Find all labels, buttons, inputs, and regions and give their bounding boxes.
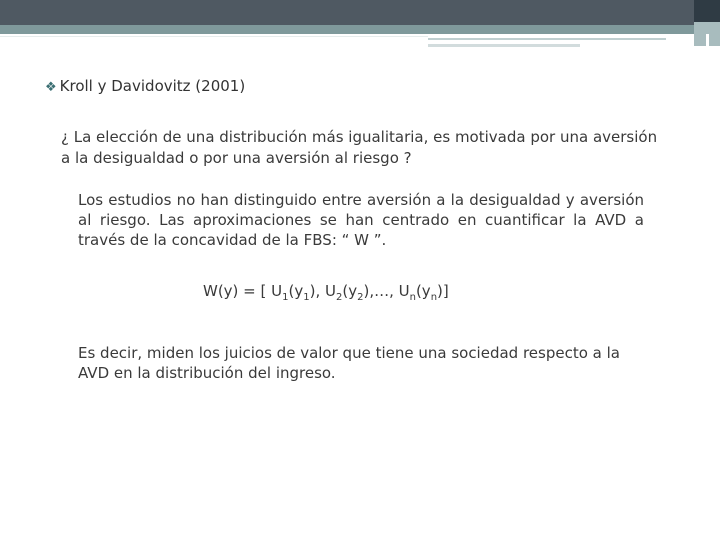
header-rule-1 <box>428 38 666 40</box>
formula-u2: U <box>325 282 336 300</box>
formula-y2-open: (y <box>342 282 358 300</box>
header-band-teal <box>0 25 694 34</box>
diamond-bullet-icon: ❖ <box>45 80 57 95</box>
header-corner-gap <box>706 34 709 48</box>
heading-text: Kroll y Davidovitz (2001) <box>59 77 246 95</box>
paragraph-studies: Los estudios no han distinguido entre aversión a la desigualdad y aversión al riesgo. Las aproximaciones se han centrado en cuantificar la AVD a través de la concavidad de la FBS: “ W ”. <box>78 191 644 249</box>
formula-u2-sub: 2 <box>335 292 343 303</box>
formula-y1-open: (y <box>288 282 304 300</box>
welfare-formula <box>203 282 449 303</box>
header-rule-left <box>0 36 428 37</box>
formula-yn-open: (y <box>415 282 431 300</box>
formula-u1: U <box>271 282 283 300</box>
formula-un-sub: n <box>409 292 416 303</box>
header-corner-dark <box>694 0 720 22</box>
slide-heading <box>45 77 245 95</box>
formula-yn-close: )] <box>437 282 449 300</box>
formula-un: U <box>398 282 410 300</box>
formula-y1-sub: 1 <box>303 292 310 303</box>
formula-lhs: W(y) = [ <box>203 282 272 300</box>
formula-y2-close: ),…, <box>363 282 399 300</box>
formula-y2-sub: 2 <box>357 292 364 303</box>
paragraph-conclusion: Es decir, miden los juicios de valor que tiene una sociedad respecto a la AVD en la distribución del ingreso. <box>78 344 620 382</box>
header-band-dark <box>0 0 694 25</box>
formula-u1-sub: 1 <box>282 292 289 303</box>
question-text: ¿ La elección de una distribución más igualitaria, es motivada por una aversión a la desigualdad o por una aversión al riesgo ? <box>61 128 658 167</box>
formula-yn-sub: n <box>430 292 438 303</box>
header-rule-2 <box>428 44 580 47</box>
formula-y1-close: ), <box>309 282 325 300</box>
